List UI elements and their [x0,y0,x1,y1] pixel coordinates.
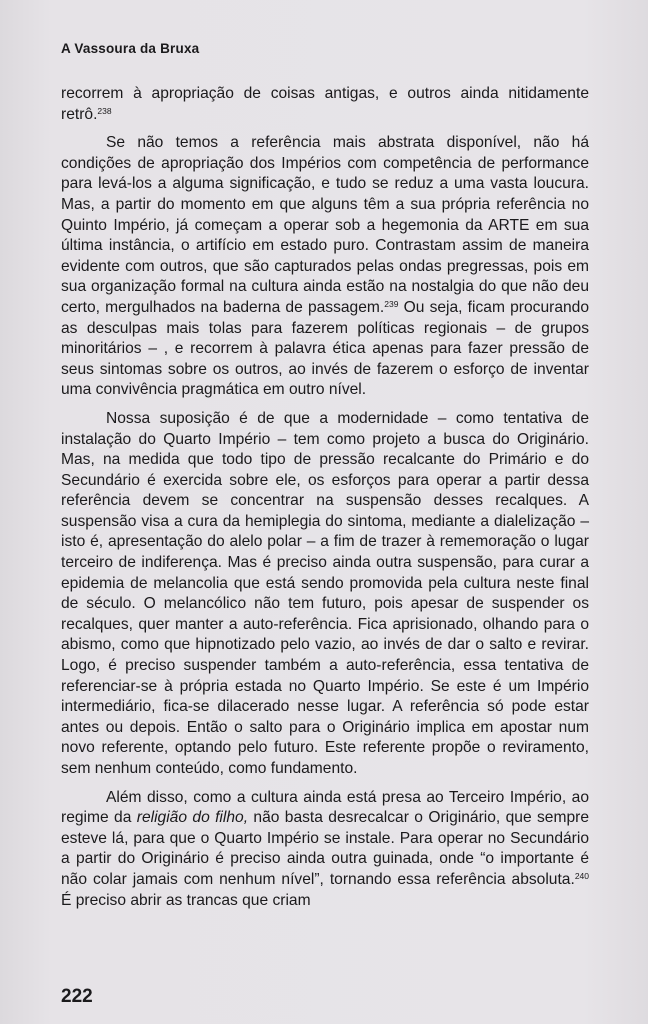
paragraph-text: recorrem à apropriação de coisas antigas, e outros ainda nitidamente retrô. [61,85,589,123]
paragraph-text: Nossa suposição é de que a modernidade – como tentativa de instalação do Quarto Império – tem como projeto a busca do Originário. Mas, na medida que todo tipo de pressão recalcante do Primário e do Secundário é exercida sobre ele, os esforços para operar a partir dessa referência devem se concentrar na suspensão desses recalques. A suspensão visa a cura da hemiplegia do sintoma, mediante a dialelização – isto é, apresentação do alelo polar – a fim de trazer à rememoração o lugar terceiro de indiferença. Mas é preciso ainda outra suspensão, para curar a epidemia de melancolia que está sendo promovida pela cultura neste final de século. O melancólico não tem futuro, pois apesar de suspender os recalques, quer manter a auto-referência. Fica aprisionado, olhando para o abismo, como que hipnotizado pelo vazio, ao invés de dar o salto e revirar. Logo, é preciso suspender também a auto-referência, essa tentativa de referenciar-se à própria estada no Quarto Império. Se este é um Império intermediário, fica-se dilacerado nesse lugar. A referência só pode estar antes ou depois. Então o salto para o Originário implica em apostar num novo referente, optando pelo futuro. Este referente propõe o reviramento, sem nenhum conteúdo, como fundamento. [61,409,589,777]
footnote-ref: 239 [384,298,399,309]
italic-phrase: religião do filho, [136,809,249,827]
footnote-ref: 238 [97,105,112,116]
paragraph-2 [61,133,589,401]
page-number: 222 [61,986,93,1007]
footnote-ref: 240 [574,870,589,881]
body-text [61,84,589,911]
running-header: A Vassoura da Bruxa [61,41,200,56]
paragraph-1 [61,84,589,125]
paragraph-text: É preciso abrir as trancas que criam [61,891,311,909]
paragraph-4 [61,788,589,912]
paragraph-text: Ou seja, ficam procurando as desculpas mais tolas para fazerem políticas regionais – de grupos minoritários – , e recorrem à palavra ética apenas para fazer pressão de seus sintomas sobre os outros, ao invés de fazerem o esforço de inventar uma convivência pragmática em outro nível. [61,298,590,399]
paragraph-text: não basta desrecalcar o Originário, que sempre esteve lá, para que o Quarto Império se instale. Para operar no Secundário a partir do Originário é preciso ainda outra guinada, onde “o importante é não colar jamais com nenhum nível”, tornando essa referência absoluta. [61,809,589,888]
paragraph-text: Além disso, como a cultura ainda está presa ao Terceiro Império, ao regime da [61,788,589,827]
paragraph-text: Se não temos a referência mais abstrata disponível, não há condições de apropriação dos Impérios com competência de performance para levá-los a alguma significação, e tudo se reduz a uma vasta loucura. Mas, a partir do momento em que alguns têm a sua própria referência no Quinto Império, já começam a operar sob a hegemonia da ARTE em sua última instância, o artifício em estado puro. Contrastam assim de maneira evidente com outros, que são capturados pelas ondas pregressas, pois em sua organização formal na cultura ainda estão na nostalgia do que não deu certo, mergulhados na baderna de passagem. [61,134,589,316]
paragraph-3 [61,409,589,780]
